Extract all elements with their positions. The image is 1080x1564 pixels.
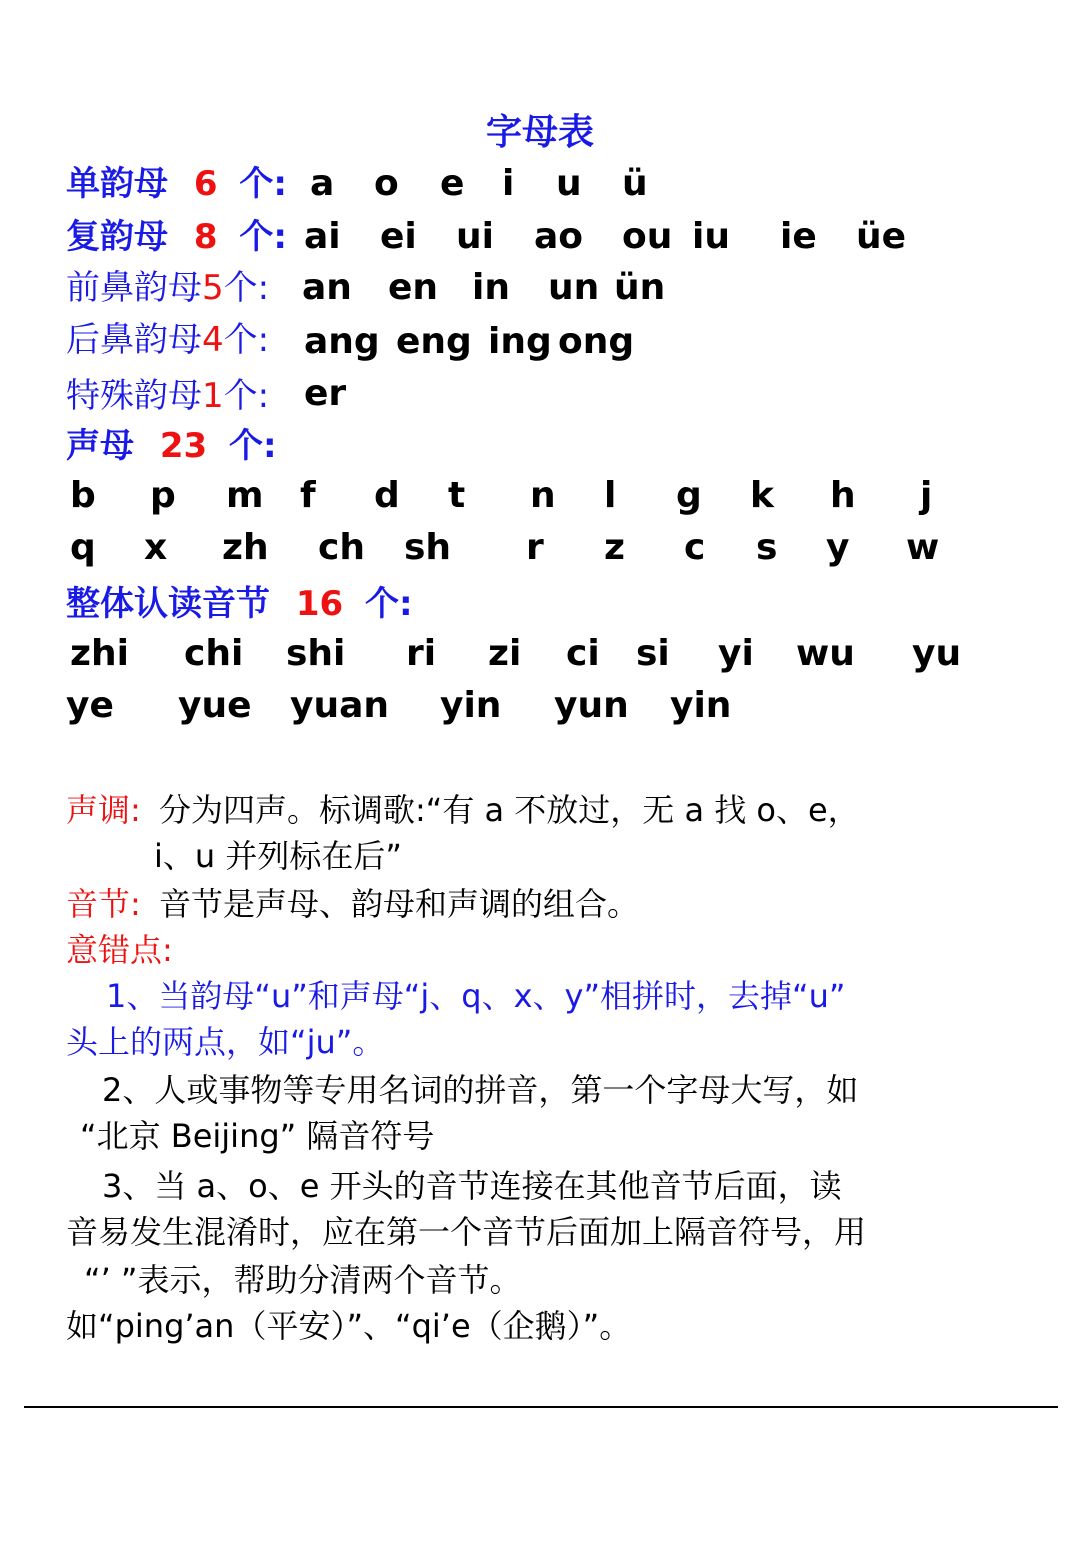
- syllable-item: ri: [406, 633, 437, 674]
- final-item: un: [548, 267, 600, 308]
- bottom-divider: [24, 1406, 1058, 1408]
- final-item: ü: [622, 163, 648, 204]
- tone-text-2: i、u 并列标在后”: [154, 837, 402, 875]
- final-item: üe: [856, 216, 907, 257]
- final-item: ai: [304, 216, 341, 257]
- point2-line1: 2、人或事物等专用名词的拼音，第一个字母大写，如: [102, 1071, 859, 1109]
- initial-item: m: [226, 475, 264, 516]
- final-item: ing: [488, 321, 552, 362]
- initial-item: b: [70, 475, 96, 516]
- final-item: ong: [558, 321, 635, 362]
- syllable-item: chi: [184, 633, 244, 674]
- simple-finals-row: [0, 162, 1080, 206]
- whole-syllables-label: 整体认读音节: [66, 584, 270, 624]
- whole-syllables-unit: 个:: [365, 584, 413, 624]
- compound-finals-count: 8: [193, 217, 218, 257]
- syllable-text: 音节是声母、韵母和声调的组合。: [158, 885, 639, 923]
- whole-syllables-row-1: [0, 632, 1080, 676]
- syllable-item: zi: [488, 633, 522, 674]
- final-item: in: [472, 267, 510, 308]
- tone-text-1: 分为四声。标调歌:“有 a 不放过，无 a 找 o、e，: [158, 791, 860, 829]
- initials-header: [66, 424, 277, 468]
- syllable-item: yu: [912, 633, 962, 674]
- initial-item: s: [756, 527, 778, 568]
- final-item: ao: [534, 216, 584, 257]
- syllable-item: zhi: [70, 633, 129, 674]
- back-nasal-unit: 个:: [223, 320, 270, 360]
- initial-item: x: [144, 527, 168, 568]
- final-item: iu: [692, 216, 730, 257]
- compound-finals-row: [0, 215, 1080, 259]
- point3-line2: 音易发生混淆时，应在第一个音节后面加上隔音符号，用: [66, 1213, 867, 1251]
- point3-line3: “’ ”表示，帮助分清两个音节。: [84, 1261, 522, 1299]
- point2-line2: “北京 Beijing” 隔音符号: [80, 1117, 435, 1155]
- simple-finals-count: 6: [193, 164, 218, 204]
- final-item: ang: [304, 321, 380, 362]
- point1-line2: 头上的两点，如“ju”。: [66, 1023, 385, 1061]
- final-item: ou: [622, 216, 673, 257]
- whole-syllables-count: 16: [295, 584, 344, 624]
- final-item: an: [302, 267, 352, 308]
- initial-item: r: [526, 527, 544, 568]
- initial-item: f: [300, 475, 316, 516]
- initial-item: ch: [318, 527, 365, 568]
- initial-item: k: [750, 475, 774, 516]
- final-item: e: [440, 163, 465, 204]
- special-final-unit: 个:: [223, 376, 270, 416]
- final-item: u: [556, 163, 582, 204]
- initials-row-2: [0, 526, 1080, 570]
- final-item: ui: [456, 216, 494, 257]
- point1-line1: 1、当韵母“u”和声母“j、q、x、y”相拼时，去掉“u”: [106, 977, 846, 1015]
- final-item: ie: [780, 216, 817, 257]
- syllable-item: yin: [670, 685, 732, 726]
- initial-item: sh: [404, 527, 452, 568]
- initial-item: zh: [222, 527, 269, 568]
- compound-finals-label: 复韵母: [66, 217, 168, 257]
- simple-finals-label: 单韵母: [66, 164, 168, 204]
- compound-finals-unit: 个:: [239, 217, 287, 257]
- syllable-item: yun: [554, 685, 629, 726]
- initial-item: d: [374, 475, 400, 516]
- syllable-line: [66, 882, 639, 926]
- front-nasal-label: 前鼻韵母: [66, 268, 202, 308]
- initial-item: j: [920, 475, 933, 516]
- initial-item: g: [676, 475, 702, 516]
- initials-row-1: [0, 474, 1080, 518]
- simple-finals-unit: 个:: [239, 164, 287, 204]
- initial-item: y: [826, 527, 850, 568]
- syllable-item: ye: [66, 685, 114, 726]
- syllable-item: ci: [566, 633, 600, 674]
- special-final-count: 1: [202, 376, 224, 416]
- front-nasal-unit: 个:: [223, 268, 270, 308]
- tone-label: 声调:: [66, 791, 141, 829]
- point3-line1: 3、当 a、o、e 开头的音节连接在其他音节后面，读: [102, 1167, 842, 1205]
- initial-item: h: [830, 475, 856, 516]
- final-item: en: [388, 267, 439, 308]
- back-nasal-count: 4: [202, 320, 224, 360]
- final-item: o: [374, 163, 399, 204]
- page-title: 字母表: [485, 112, 594, 153]
- special-final-row: [0, 372, 1080, 416]
- syllable-item: yin: [440, 685, 502, 726]
- final-item: a: [310, 163, 335, 204]
- syllable-item: shi: [286, 633, 346, 674]
- initials-count: 23: [159, 426, 208, 466]
- initials-label: 声母: [66, 426, 134, 466]
- final-item: ün: [614, 267, 666, 308]
- back-nasal-row: [0, 320, 1080, 364]
- final-item: er: [304, 373, 347, 414]
- front-nasal-count: 5: [202, 268, 224, 308]
- initial-item: p: [150, 475, 176, 516]
- initial-item: z: [604, 527, 625, 568]
- final-item: eng: [396, 321, 472, 362]
- syllable-item: yi: [718, 633, 754, 674]
- initials-unit: 个:: [229, 426, 277, 466]
- front-nasal-row: [0, 266, 1080, 310]
- tone-line-1: [66, 788, 860, 832]
- error-label: 意错点:: [66, 931, 173, 969]
- special-final-label: 特殊韵母: [66, 376, 202, 416]
- syllable-item: wu: [796, 633, 855, 674]
- initial-item: n: [530, 475, 556, 516]
- initial-item: c: [684, 527, 706, 568]
- whole-syllables-row-2: [0, 684, 1080, 728]
- initial-item: l: [604, 475, 617, 516]
- initial-item: w: [906, 527, 940, 568]
- initial-item: t: [448, 475, 466, 516]
- whole-syllables-header: [66, 582, 413, 626]
- back-nasal-label: 后鼻韵母: [66, 320, 202, 360]
- final-item: ei: [380, 216, 417, 257]
- syllable-item: yuan: [290, 685, 390, 726]
- final-item: i: [502, 163, 515, 204]
- syllable-item: si: [636, 633, 670, 674]
- syllable-label: 音节:: [66, 885, 141, 923]
- syllable-item: yue: [178, 685, 252, 726]
- initial-item: q: [70, 527, 96, 568]
- point3-line4: 如“ping’an（平安）”、“qi’e（企鹅）”。: [66, 1307, 632, 1345]
